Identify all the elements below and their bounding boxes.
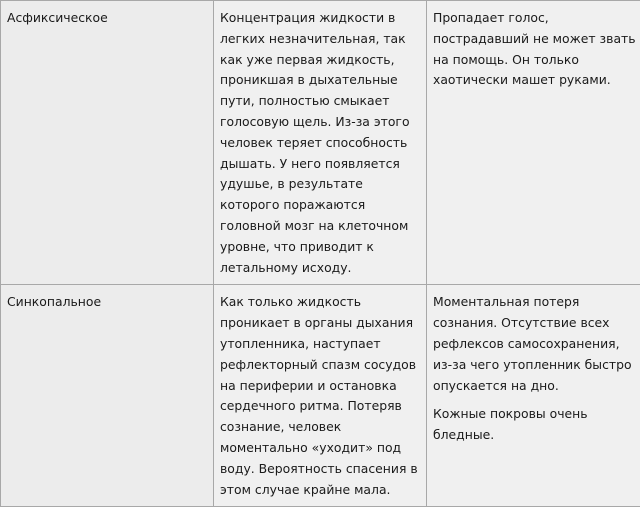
table-row bbox=[1, 1, 640, 285]
signs-cell bbox=[427, 1, 640, 285]
sign-text: Пропадает голос, пострадавший не может звать на помощь. Он только хаотически машет руками. bbox=[433, 8, 636, 91]
signs-cell bbox=[427, 285, 640, 507]
mechanism-description-text: Как только жидкость проникает в органы дыхания утопленника, наступает рефлекторный спазм сосудов на периферии и остановка сердечного ритма. Потеряв сознание, человек моментально «уходит» под воду. Вероятность спасения в этом случае крайне мала. bbox=[220, 292, 422, 500]
sign-text: Моментальная потеря сознания. Отсутствие всех рефлексов самосохранения, из-за чего утопленник быстро опускается на дно. bbox=[433, 292, 636, 396]
mechanism-description-cell bbox=[214, 285, 427, 507]
drowning-type-label: Асфиксическое bbox=[7, 10, 108, 25]
drowning-type-cell bbox=[1, 1, 214, 285]
table-row bbox=[1, 285, 640, 507]
mechanism-description-text: Концентрация жидкости в легких незначительная, так как уже первая жидкость, проникшая в дыхательные пути, полностью смыкает голосовую щель. Из-за этого человек теряет способность дышать. У него появляется удушье, в результате которого поражаются головной мозг на клеточном уровне, что приводит к летальному исходу. bbox=[220, 8, 422, 278]
drowning-type-label: Синкопальное bbox=[7, 294, 101, 309]
drowning-type-cell bbox=[1, 285, 214, 507]
sign-text: Кожные покровы очень бледные. bbox=[433, 404, 636, 446]
mechanism-description-cell bbox=[214, 1, 427, 285]
